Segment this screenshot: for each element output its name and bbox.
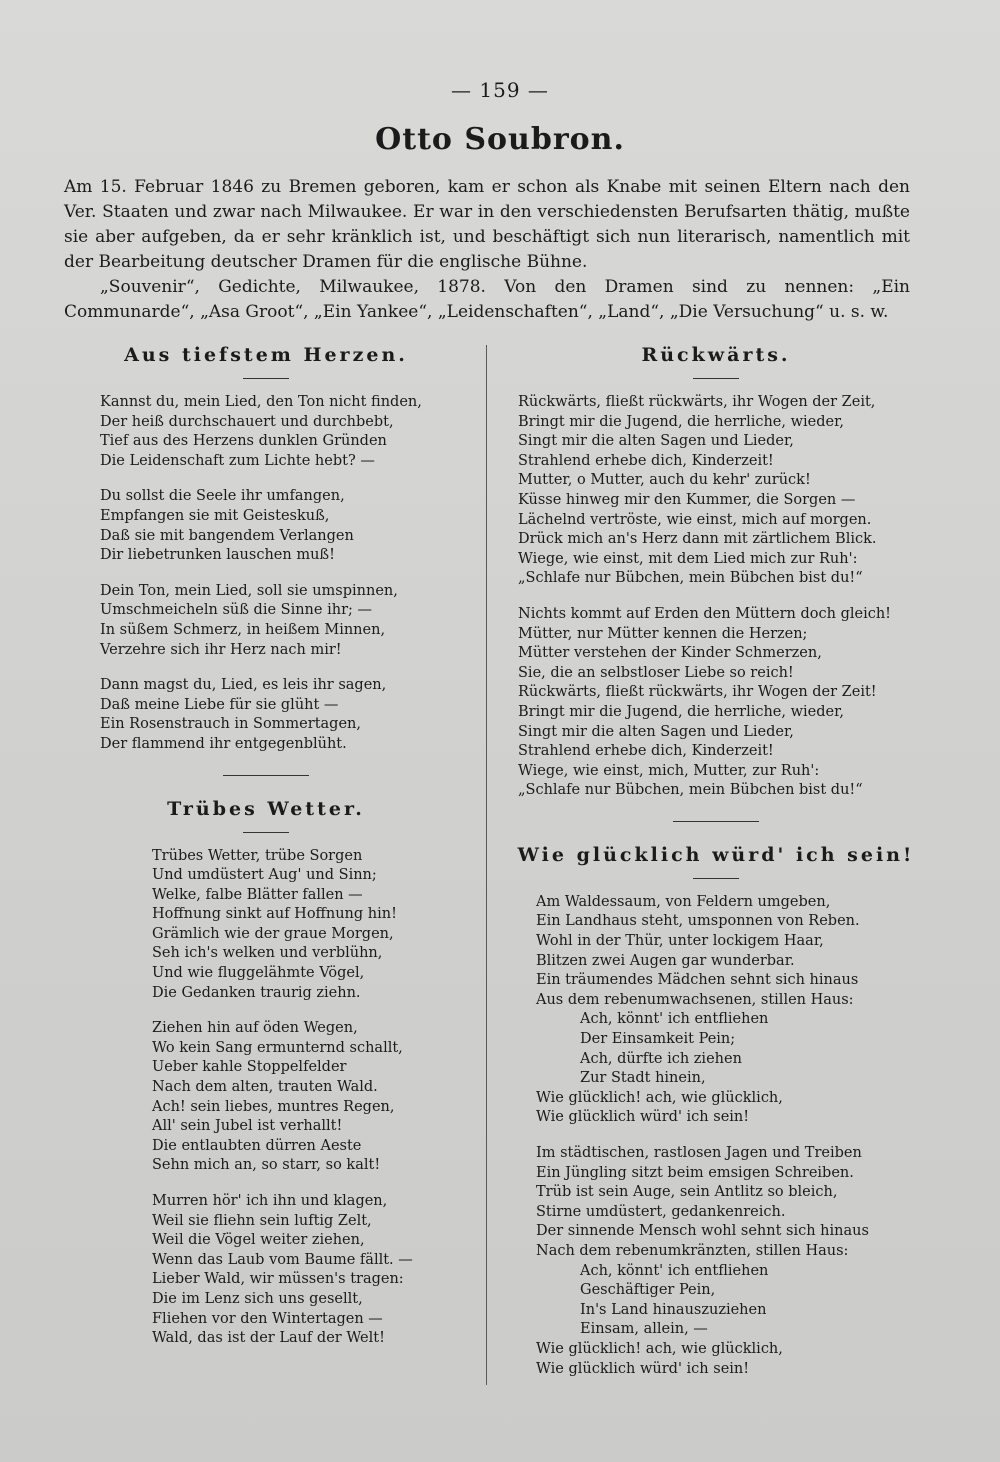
poem-aus-tiefstem-herzen [66,340,466,755]
verse-line: Seh ich's welken und verblühn, [152,945,383,962]
verse-line: Die Leidenschaft zum Lichte hebt? — [100,452,375,469]
verse-line: Ziehen hin auf öden Wegen, [152,1020,358,1037]
verse-line: Und umdüstert Aug' und Sinn; [152,867,377,884]
stanza [66,393,466,471]
right-column [506,340,926,1395]
verse-line: Wie glücklich würd' ich sein! [536,1360,750,1377]
verse-line: Wald, das ist der Lauf der Welt! [152,1330,385,1347]
biography-paragraph: Am 15. Februar 1846 zu Bremen geboren, kam er schon als Knabe mit seinen Eltern nach den Ver. Staaten und zwar nach Milwaukee. Er war in den verschiedensten Berufsarten thätig, mußte sie aber aufgeben, da er sehr kränklich ist, und beschäftigt sich nun literarisch, namentlich mit der Bearbeitung deutscher Dramen für die englische Bühne. [64,177,910,272]
poem-rueckwaerts [506,340,926,801]
verse-line: Umschmeicheln süß die Sinne ihr; — [100,602,372,619]
verse-line: Wie glücklich! ach, wie glücklich, [536,1089,783,1106]
verse-line: Empfangen sie mit Geisteskuß, [100,507,330,524]
verse-line: Der Einsamkeit Pein; [580,1031,736,1048]
verse-line: Ach, könnt' ich entfliehen [580,1262,769,1279]
verse-line: Daß meine Liebe für sie glüht — [100,696,339,713]
verse-line: In's Land hinauszuziehen [580,1301,767,1318]
verse-line: Strahlend erhebe dich, Kinderzeit! [518,743,774,760]
verse-line: Verzehre sich ihr Herz nach mir! [100,641,342,658]
verse-line: Trübes Wetter, trübe Sorgen [152,847,363,864]
verse-line: Wo kein Sang ermunternd schallt, [152,1039,403,1056]
verse-line: Aus dem rebenumwachsenen, stillen Haus: [536,991,854,1008]
verse-line: Ein träumendes Mädchen sehnt sich hinaus [536,972,859,989]
title-rule [243,378,289,379]
verse-line: Rückwärts, fließt rückwärts, ihr Wogen der Zeit, [518,394,876,410]
title-rule [693,878,739,879]
verse-line: Bringt mir die Jugend, die herrliche, wieder, [518,413,845,430]
verse-line: Ach, könnt' ich entfliehen [580,1011,769,1028]
stanza [506,393,926,589]
verse-line: Geschäftiger Pein, [580,1282,716,1299]
stanza [66,847,466,1004]
verse-line: Sie, die an selbstloser Liebe so reich! [518,664,794,681]
verse-line: Mütter verstehen der Kinder Schmerzen, [518,645,822,662]
stanza [506,893,926,1128]
verse-line: Singt mir die alten Sagen und Lieder, [518,433,794,450]
title-rule [243,832,289,833]
stanza [66,1192,466,1349]
verse-line: Weil sie fliehn sein luftig Zelt, [152,1212,372,1229]
verse-line: Mütter, nur Mütter kennen die Herzen; [518,625,808,642]
verse-line: Trüb ist sein Auge, sein Antlitz so bleich, [536,1184,838,1201]
poem-title: Wie glücklich würd' ich sein! [517,843,915,866]
stanza [66,582,466,660]
verse-line: Küsse hinweg mir den Kummer, die Sorgen — [518,491,856,508]
verse-line: Einsam, allein, — [580,1321,708,1338]
verse-line: Kannst du, mein Lied, den Ton nicht finden, [100,394,422,410]
verse-line: Zur Stadt hinein, [580,1070,706,1087]
verse-line: Dann magst du, Lied, es leis ihr sagen, [100,677,387,694]
verse-line: Drück mich an's Herz dann mit zärtlichem Blick. [518,531,877,548]
verse-line: Ach, dürfte ich ziehen [580,1050,742,1067]
verse-line: Stirne umdüstert, gedankenreich. [536,1203,786,1220]
verse-line: Wie glücklich! ach, wie glücklich, [536,1340,783,1357]
verse-line: Wiege, wie einst, mich, Mutter, zur Ruh': [518,762,820,779]
verse-line: Dir liebetrunken lauschen muß! [100,547,335,564]
verse-line: Die Gedanken traurig ziehn. [152,984,361,1001]
verse-line: Der flammend ihr entgegenblüht. [100,735,347,752]
poem-truebes-wetter [66,794,466,1349]
stanza [66,487,466,565]
verse-line: Weil die Vögel weiter ziehen, [152,1232,365,1249]
verse-line: Lächelnd vertröste, wie einst, mich auf morgen. [518,511,872,528]
stanza [506,605,926,801]
verse-line: Sehn mich an, so starr, so kalt! [152,1157,381,1174]
verse-line: Daß sie mit bangendem Verlangen [100,527,354,544]
verse-line: Nach dem rebenumkränzten, stillen Haus: [536,1242,849,1259]
verse-line: Tief aus des Herzens dunklen Gründen [100,433,387,450]
verse-line: Der sinnende Mensch wohl sehnt sich hinaus [536,1223,869,1240]
poem-title: Trübes Wetter. [167,797,365,820]
verse-line: Mutter, o Mutter, auch du kehr' zurück! [518,472,811,489]
poem-title: Rückwärts. [641,344,791,366]
verse-line: All' sein Jubel ist verhallt! [152,1118,343,1135]
verse-line: Ein Landhaus steht, umsponnen von Reben. [536,913,860,930]
verse-line: Wohl in der Thür, unter lockigem Haar, [536,933,824,950]
verse-line: Die im Lenz sich uns gesellt, [152,1290,363,1307]
verse-line: Singt mir die alten Sagen und Lieder, [518,723,794,740]
biography-intro [64,175,910,325]
verse-line: Wiege, wie einst, mit dem Lied mich zur Ruh': [518,550,858,567]
verse-line: Nach dem alten, trauten Wald. [152,1079,378,1096]
verse-line: Lieber Wald, wir müssen's tragen: [152,1271,404,1288]
verse-line: Ueber kahle Stoppelfelder [152,1059,347,1076]
verse-line: Strahlend erhebe dich, Kinderzeit! [518,452,774,469]
verse-line: Die entlaubten dürren Aeste [152,1137,362,1154]
works-paragraph: „Souvenir“, Gedichte, Milwaukee, 1878. Von den Dramen sind zu nennen: „Ein Communarde“, „Asa Groot“, „Ein Yankee“, „Leidenschaften“, „Land“, „Die Versuchung“ u. s. w. [64,277,910,322]
verse-line: Dein Ton, mein Lied, soll sie umspinnen, [100,582,398,599]
verse-line: Ein Rosenstrauch in Sommertagen, [100,716,361,733]
verse-line: „Schlafe nur Bübchen, mein Bübchen bist du!“ [518,782,863,799]
verse-line: Ach! sein liebes, muntres Regen, [152,1098,395,1115]
verse-line: Murren hör' ich ihn und klagen, [152,1193,388,1209]
poem-title: Aus tiefstem Herzen. [124,344,408,366]
verse-line: Und wie fluggelähmte Vögel, [152,965,365,982]
verse-line: Nichts kommt auf Erden den Müttern doch gleich! [518,605,892,622]
column-divider [486,345,487,1385]
stanza [506,1144,926,1379]
verse-line: Am Waldessaum, von Feldern umgeben, [536,893,831,910]
verse-line: Du sollst die Seele ihr umfangen, [100,488,345,505]
left-column [66,340,466,1365]
poem-wie-gluecklich [506,840,926,1379]
verse-line: „Schlafe nur Bübchen, mein Bübchen bist du!“ [518,570,863,587]
stanza [66,676,466,754]
verse-line: Wie glücklich würd' ich sein! [536,1109,750,1126]
verse-line: Bringt mir die Jugend, die herrliche, wieder, [518,703,845,720]
verse-line: Im städtischen, rastlosen Jagen und Treiben [536,1145,862,1161]
verse-line: Fliehen vor den Wintertagen — [152,1310,383,1327]
title-rule [693,378,739,379]
verse-line: Grämlich wie der graue Morgen, [152,925,394,942]
verse-line: Wenn das Laub vom Baume fällt. — [152,1251,413,1268]
page-title: Otto Soubron. [375,122,625,157]
verse-line: Welke, falbe Blätter fallen — [152,886,363,903]
verse-line: Ein Jüngling sitzt beim emsigen Schreiben. [536,1164,854,1181]
poem-separator [673,821,759,822]
verse-line: Blitzen zwei Augen gar wunderbar. [536,952,795,969]
page-number: — 159 — [451,78,549,102]
stanza [66,1019,466,1176]
poem-separator [223,775,309,776]
verse-line: Hoffnung sinkt auf Hoffnung hin! [152,906,397,923]
verse-line: In süßem Schmerz, in heißem Minnen, [100,621,386,638]
verse-line: Rückwärts, fließt rückwärts, ihr Wogen der Zeit! [518,684,877,701]
verse-line: Der heiß durchschauert und durchbebt, [100,413,394,430]
